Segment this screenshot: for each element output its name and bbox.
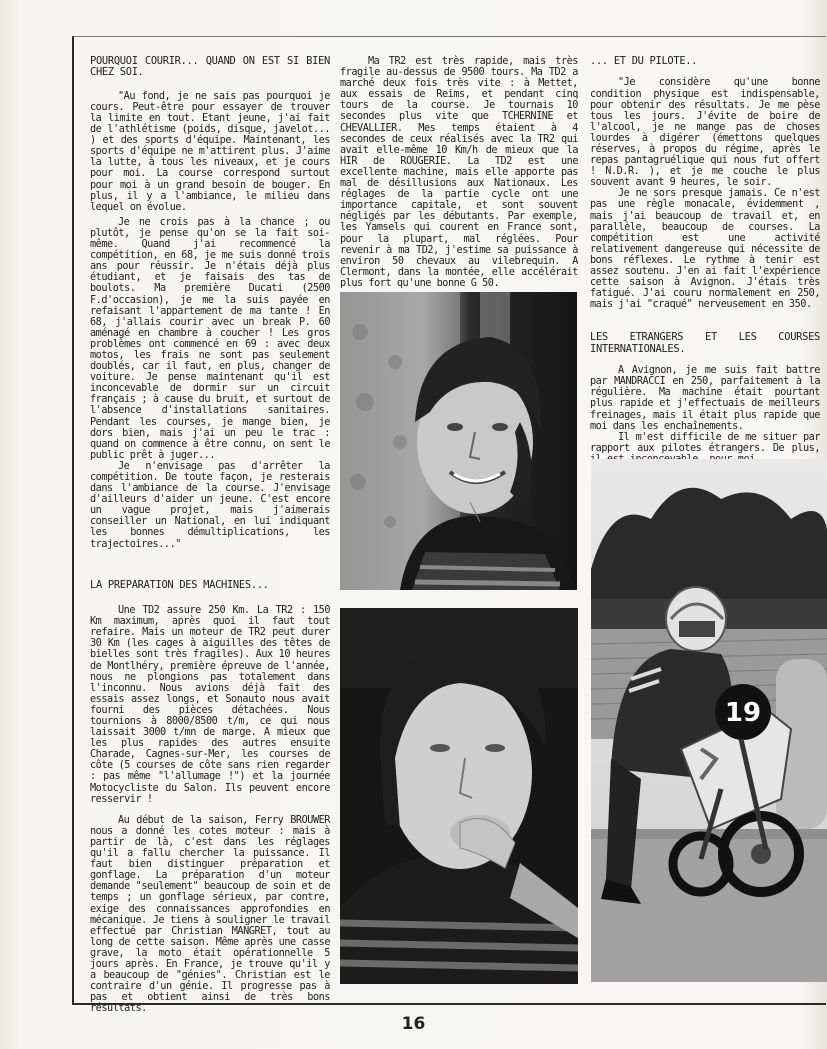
column-right (590, 55, 826, 465)
paragraph: Une TD2 assure 250 Km. La TR2 : 150 Km maximum, après quoi il faut tout refaire. Mais un moteur de TR2 peut durer 30 Km (les cages à aiguilles des têtes de bielles sont très fragiles). Aux 10 heures de Montlhéry, première épreuve de l'année, nous ne plongions pas totalement dans l'inconnu. Nous avions déjà fait des essais assez longs, et Sonauto nous avait fourni des pièces détachées. Nous tournions à 8000/8500 t/m, ce qui nous laissait 3000 t/mn de marge. A mieux que les plus rapides des autres ensuite Charade, Cagnes-sur-Mer, les courses de côte (5 courses de côte sans rien regarder : pas même "l'allumage !") et la journée Motocycliste du Salon. Ils peuvent encore resservir ! (90, 605, 336, 805)
section-heading-pilot: ... ET DU PILOTE.. (590, 55, 698, 67)
paragraph: Ma TR2 est très rapide, mais très fragile au-dessus de 9500 tours. Ma TD2 a marché deux fois très vite : à Mettet, aux essais de Reims, et pendant cinq tours de la course. Je tournais 10 secondes plus vite que TCHERNINE et CHEVALLIER. Mes temps étaient à 4 secondes de ceux réalisés avec la TR2 qui avait elle-même 10 Km/h de mieux que la HIR de ROUGERIE. La TD2 est une excellente machine, mais elle apporte pas mal de désillusions aux Nationaux. Les réglages de la partie cycle ont une importance capitale, et sont souvent négligés par les débutants. Par exemple, les Yamsels qui courent en France sont, pour la plupart, mal réglées. Pour revenir à ma TD2, j'estime sa puissance à environ 50 chevaux au vilebrequin. A Clermont, dans la montée, elle accélérait plus fort qu'une bonne G 50. (340, 56, 584, 289)
paragraph: "Je considère qu'une bonne condition physique est indispensable, pour obtenir des résultats. Je me pèse tous les jours. J'évite de boire de l'alcool, je ne mange pas de choses lourdes à digérer (émettons quelques réserves, à propos du régime, après le repas pantagruélique qui nous fut offert ! N.D.R. ), et je me couche le plus souvent avant 9 heures, le soir. (590, 77, 826, 189)
paragraph: Il m'est difficile de me situer par rapport aux pilotes étrangers. De plus, (590, 431, 820, 454)
page-number: 16 (401, 1014, 426, 1034)
paragraph: Au début de la saison, Ferry BROUWER nous a donné les cotes moteur : mais à partir de là, c'est dans les réglages qu'il a fallu chercher la puissance. Il faut bien distinguer préparation et gonflage. La préparation d'un moteur demande "seulement" beaucoup de soin et de temps ; un gonflage sérieux, par contre, exige des connaissances approfondies en mécanique. Je tiens à souligner le travail effectué par Christian MANGRET, tout au long de cette saison. Même après une casse grave, la moto était opérationnelle 5 jours après. En France, je trouve qu'il y a beaucoup de "génies". Christian est le contraire d'un génie. Il progresse pas à pas et obtient ainsi de très bons résultats. (90, 814, 336, 1015)
section-heading-foreigners: LES ETRANGERS ET LES COURSES INTERNATIONALES. (590, 331, 826, 355)
race-number: 19 (724, 698, 762, 728)
paragraph: Je n'envisage pas d'arrêter la compétition. De toute façon, je resterais dans l'ambiance de la course. J'envisage d'ailleurs d'aider un jeune. C'est encore un vague projet, mais j'aimerais conseiller un National, en lui indiquant les bonnes démultiplications, les trajectoires..." (90, 460, 336, 550)
photo-rider-smiling (340, 292, 577, 590)
section-heading-machines: LA PREPARATION DES MACHINES... (90, 578, 269, 591)
column-left (90, 55, 336, 1015)
photo-motorcycle-race (591, 459, 827, 982)
paragraph: Je ne sors presque jamais. Ce n'est pas une règle monacale, évidemment , mais j'ai beaucoup de travail et, en parallèle, beaucoup de courses. La compétition est une activité relativement dangereuse qui nécessite de bons réflexes. Le rythme à tenir est assez soutenu. J'en ai fait l'expérience cette saison à Avignon. J'étais très fatigué. J'ai couru normalement en 250, mais j'ai "craqué" nerveusement en 350. (590, 188, 826, 311)
column-middle (340, 56, 584, 289)
photo-rider-pensive (340, 608, 578, 984)
paragraph: Je ne crois pas à la chance ; ou plutôt, je pense qu'on se la fait soi-même. Quand j'ai recommencé la compétition, en 68, je me suis donné trois ans pour réussir. Je n'étais déjà plus étudiant, et je faisais des tas de boulots. Ma première Ducati (2500 F.d'occasion), je me la suis payée en refaisant l'appartement de ma tante ! En 68, j'allais courir avec un break P. 60 aménagé en chambre à coucher ! Les gros problèmes ont commencé en 69 : avec deux motos, les frais ne sont pas seulement doublés, car il faut, en plus, changer de voiture. Je pense maintenant qu'il est inconcevable de dormir sur un circuit français ; à cause du bruit, et surtout de l'absence d'installations sanitaires. Pendant les courses, je mange bien, je dors bien, mais j'ai un peu le trac : quand on commence à être connu, on sent le public prêt à juger... (90, 216, 336, 461)
paragraph: A Avignon, je me suis fait battre par MANDRACCI en 250, parfaitement à la régulière. Ma machine était pourtant plus rapide et j'effectuais de meilleurs freinages, mais il était plus rapide que moi dans les enchaînements. (590, 365, 826, 432)
paragraph: "Au fond, je ne sais pas pourquoi je cours. Peut-être pour essayer de trouver la limite en tout. Etant jeune, j'ai fait de l'athlétisme (poids, disque, javelot... ) et des sports d'équipe. Maintenant, les sports d'équipe ne m'attirent plus. J'aime la lutte, à tous les niveaux, et je cours pour moi. La course correspond surtout pour moi à un grand besoin de bouger. En plus, il y a l'ambiance, le milieu dans lequel on évolue. (90, 90, 336, 213)
section-heading-why-race: POURQUOI COURIR... QUAND ON EST SI BIEN CHEZ SOI. (90, 55, 336, 79)
